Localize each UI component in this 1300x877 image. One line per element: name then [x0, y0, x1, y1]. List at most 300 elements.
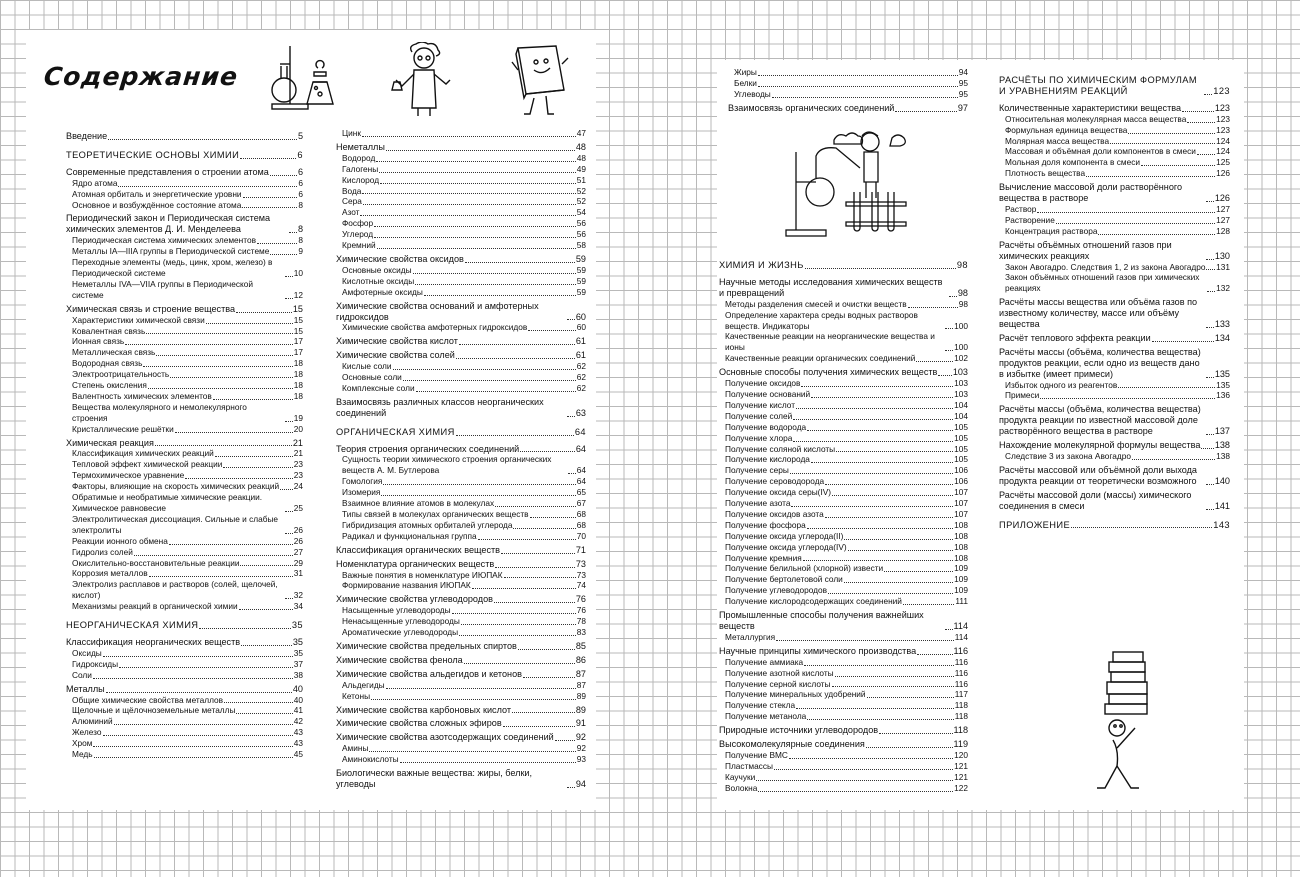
toc-entry-title: Концентрация раствора [1005, 225, 1098, 236]
toc-entry[interactable] [999, 240, 1230, 262]
toc-entry[interactable] [336, 616, 586, 627]
toc-entry[interactable] [336, 570, 586, 581]
toc-entry[interactable] [719, 444, 968, 455]
toc-entry-title: Хром [72, 738, 93, 749]
dot-leader [844, 581, 953, 583]
toc-entry[interactable] [999, 520, 1230, 531]
toc-entry[interactable] [719, 389, 968, 400]
toc-entry[interactable] [999, 440, 1230, 451]
toc-entry-page: 59 [576, 275, 586, 286]
toc-entry[interactable] [66, 738, 303, 749]
toc-entry[interactable] [336, 207, 586, 218]
toc-entry-page: 41 [293, 705, 303, 716]
toc-entry[interactable] [66, 459, 303, 470]
toc-entry[interactable] [719, 596, 968, 607]
dot-leader [1187, 121, 1215, 123]
toc-entry[interactable] [336, 196, 586, 207]
toc-entry-page: 59 [575, 253, 586, 264]
toc-entry-page: 127 [1216, 214, 1230, 225]
toc-entry[interactable] [66, 402, 303, 424]
toc-entry[interactable] [336, 361, 586, 372]
toc-entry[interactable] [728, 89, 968, 100]
toc-entry-page: 48 [575, 141, 586, 152]
dot-leader [156, 354, 292, 356]
toc-entry-page: 104 [954, 399, 968, 410]
toc-entry[interactable] [719, 711, 968, 722]
dot-leader [478, 538, 576, 540]
toc-entry[interactable] [719, 422, 968, 433]
dot-leader [371, 698, 576, 700]
dot-leader [103, 655, 293, 657]
toc-entry[interactable] [719, 367, 968, 378]
dot-leader [224, 701, 293, 703]
toc-entry[interactable] [66, 438, 303, 449]
toc-entry[interactable] [66, 279, 303, 301]
toc-entry-page: 135 [1216, 379, 1230, 390]
toc-entry[interactable] [66, 189, 303, 200]
toc-entry-page: 138 [1214, 440, 1230, 451]
toc-entry[interactable] [336, 336, 586, 347]
toc-entry[interactable] [719, 574, 968, 585]
toc-entry[interactable] [336, 655, 586, 666]
toc-entry-title: Гидроксиды [72, 658, 119, 669]
toc-entry[interactable] [336, 768, 586, 790]
toc-entry[interactable] [66, 167, 303, 178]
toc-entry-page: 95 [958, 77, 968, 88]
toc-entry-title: Металлы [66, 683, 105, 694]
toc-entry[interactable] [719, 310, 968, 332]
dot-leader [185, 477, 293, 479]
toc-entry[interactable] [66, 684, 303, 695]
dot-leader [523, 676, 575, 678]
toc-entry[interactable] [719, 563, 968, 574]
toc-entry[interactable] [66, 304, 303, 315]
toc-entry[interactable] [66, 727, 303, 738]
toc-entry-title: Металлическая связь [72, 347, 156, 358]
toc-entry[interactable] [336, 732, 586, 743]
toc-entry[interactable] [336, 287, 586, 298]
toc-entry[interactable] [336, 454, 586, 476]
toc-entry[interactable] [66, 213, 303, 235]
toc-entry[interactable] [719, 476, 968, 487]
toc-entry[interactable] [66, 637, 303, 648]
toc-entry-title: Кислые соли [342, 361, 392, 372]
toc-entry-title: Насыщенные углеводороды [342, 605, 451, 616]
toc-entry-title: Обратимые и необратимые химические реакции. Химическое равновесие [72, 492, 263, 513]
toc-entry[interactable] [999, 103, 1230, 114]
dot-leader [93, 677, 293, 679]
toc-entry-title: Галогены [342, 163, 379, 174]
toc-entry-title: Относительная молекулярная масса вещества [1005, 113, 1187, 124]
toc-entry[interactable] [66, 178, 303, 189]
toc-entry-page: 109 [954, 585, 968, 596]
dot-leader [362, 135, 576, 137]
toc-entry[interactable] [66, 558, 303, 569]
toc-entry[interactable] [336, 372, 586, 383]
toc-entry[interactable] [999, 146, 1230, 157]
toc-entry-page: 105 [954, 443, 968, 454]
toc-entry[interactable] [728, 67, 968, 78]
dot-leader [501, 552, 575, 554]
dot-leader [376, 160, 575, 162]
toc-entry[interactable] [66, 336, 303, 347]
toc-entry[interactable] [999, 297, 1230, 330]
toc-entry-page: 131 [1216, 261, 1230, 272]
toc-column-3 [719, 252, 968, 794]
toc-entry[interactable] [999, 215, 1230, 226]
toc-entry-title: Количественные характеристики вещества [999, 102, 1182, 113]
toc-entry[interactable] [719, 411, 968, 422]
toc-entry[interactable] [719, 739, 968, 750]
toc-entry[interactable] [719, 783, 968, 794]
toc-entry[interactable] [999, 182, 1230, 204]
toc-entry[interactable] [336, 142, 586, 153]
toc-entry-page: 121 [954, 771, 968, 782]
toc-entry[interactable] [336, 580, 586, 591]
toc-entry[interactable] [719, 400, 968, 411]
toc-entry[interactable] [336, 669, 586, 680]
toc-entry-page: 137 [1214, 426, 1230, 437]
toc-entry[interactable] [336, 186, 586, 197]
toc-entry[interactable] [66, 246, 303, 257]
toc-entry-title: Белки [734, 77, 757, 88]
toc-entry-title: Периодический закон и Периодическая система химических элементов Д. И. Менделеева [66, 213, 271, 235]
toc-entry[interactable] [66, 659, 303, 670]
dot-leader [567, 415, 575, 417]
toc-entry[interactable] [336, 691, 586, 702]
toc-entry[interactable] [336, 128, 586, 139]
toc-entry[interactable] [719, 487, 968, 498]
toc-entry[interactable] [336, 153, 586, 164]
toc-entry[interactable] [719, 646, 968, 657]
dot-leader [155, 444, 292, 446]
toc-entry[interactable] [336, 680, 586, 691]
toc-entry[interactable] [719, 509, 968, 520]
toc-entry[interactable] [66, 536, 303, 547]
toc-entry[interactable] [66, 705, 303, 716]
toc-column-4 [999, 67, 1230, 536]
toc-entry-page: 98 [956, 260, 968, 270]
toc-entry[interactable] [719, 689, 968, 700]
toc-entry[interactable] [336, 559, 586, 570]
toc-entry[interactable] [719, 585, 968, 596]
toc-entry[interactable] [66, 131, 303, 142]
toc-entry[interactable] [719, 668, 968, 679]
toc-entry[interactable] [999, 125, 1230, 136]
dot-leader [848, 549, 954, 551]
toc-entry-page: 56 [576, 229, 586, 240]
dot-leader [1128, 132, 1215, 134]
dot-leader [143, 365, 292, 367]
toc-entry-page: 73 [576, 569, 586, 580]
toc-entry[interactable] [999, 204, 1230, 215]
toc-entry[interactable] [336, 509, 586, 520]
toc-entry[interactable] [336, 383, 586, 394]
toc-entry-title: Кристаллические решётки [72, 423, 174, 434]
toc-entry[interactable] [66, 481, 303, 492]
toc-entry[interactable] [999, 157, 1230, 168]
toc-entry[interactable] [336, 605, 586, 616]
toc-entry-title: Аминокислоты [342, 754, 399, 765]
toc-entry[interactable] [336, 487, 586, 498]
toc-entry[interactable] [999, 168, 1230, 179]
toc-entry[interactable] [66, 380, 303, 391]
toc-entry[interactable] [66, 200, 303, 211]
toc-entry[interactable] [999, 226, 1230, 237]
toc-entry-page: 38 [293, 669, 303, 680]
toc-entry-title: Избыток одного из реагентов [1005, 379, 1118, 390]
dot-leader [134, 554, 293, 556]
toc-entry-title: Кислород [342, 174, 380, 185]
dot-leader [374, 236, 576, 238]
toc-entry[interactable] [336, 240, 586, 251]
toc-entry[interactable] [719, 378, 968, 389]
toc-entry[interactable] [66, 579, 303, 601]
toc-entry[interactable] [336, 164, 586, 175]
dot-leader [945, 327, 953, 329]
toc-entry-page: 61 [575, 336, 586, 347]
dot-leader [1207, 290, 1215, 292]
toc-entry[interactable] [719, 725, 968, 736]
dot-leader [520, 450, 575, 452]
dot-leader [1206, 258, 1214, 260]
toc-entry[interactable] [66, 514, 303, 536]
toc-entry[interactable] [999, 404, 1230, 437]
toc-entry-page: 141 [1214, 500, 1230, 511]
toc-entry[interactable] [719, 657, 968, 668]
toc-entry-page: 123 [1214, 102, 1230, 113]
toc-entry[interactable] [66, 369, 303, 380]
toc-entry-page: 64 [574, 426, 586, 437]
toc-entry[interactable] [999, 390, 1230, 401]
toc-entry-title: Алюминий [72, 716, 113, 727]
dot-leader [758, 790, 953, 792]
dot-leader [369, 750, 575, 752]
toc-entry[interactable] [728, 78, 968, 89]
toc-entry-title: Гибридизация атомных орбиталей углерода [342, 519, 513, 530]
toc-entry[interactable] [66, 568, 303, 579]
toc-entry[interactable] [336, 397, 586, 419]
toc-entry-title: Электролитическая диссоциация. Сильные и слабые электролиты [72, 513, 279, 535]
toc-entry[interactable] [719, 553, 968, 564]
toc-entry-title: Альдегиды [342, 679, 385, 690]
toc-entry[interactable] [66, 235, 303, 246]
toc-entry[interactable] [719, 331, 968, 353]
toc-entry[interactable] [999, 465, 1230, 487]
toc-entry[interactable] [336, 276, 586, 287]
toc-entry-page: 62 [576, 361, 586, 372]
toc-entry[interactable] [66, 695, 303, 706]
toc-entry[interactable] [999, 380, 1230, 391]
toc-entry[interactable] [336, 545, 586, 556]
toc-entry[interactable] [66, 716, 303, 727]
toc-entry-title: Ионная связь [72, 336, 125, 347]
toc-entry[interactable] [719, 610, 968, 632]
toc-entry[interactable] [66, 315, 303, 326]
toc-entry-title: Амфотерные оксиды [342, 286, 423, 297]
toc-entry-title: Расчёт теплового эффекта реакции [999, 332, 1151, 343]
dot-leader [1206, 200, 1214, 202]
dot-leader [758, 85, 958, 87]
toc-entry[interactable] [66, 391, 303, 402]
toc-entry[interactable] [999, 490, 1230, 512]
toc-entry[interactable] [719, 353, 968, 364]
toc-entry[interactable] [66, 150, 303, 161]
toc-entry-page: 29 [293, 557, 303, 568]
toc-entry-title: Нахождение молекулярной формулы вещества [999, 440, 1201, 451]
toc-entry-page: 48 [576, 152, 586, 163]
toc-entry-page: 122 [954, 782, 968, 793]
toc-entry[interactable] [719, 531, 968, 542]
toc-entry-page: 117 [954, 689, 968, 700]
toc-entry[interactable] [719, 465, 968, 476]
toc-entry-page: 18 [293, 358, 303, 369]
toc-entry[interactable] [336, 350, 586, 361]
toc-entry-title: Химические свойства солей [336, 350, 455, 361]
toc-entry-title: Классификация химических реакций [72, 448, 214, 459]
toc-entry-title: Сущность теории химического строения органических веществ А. М. Бутлерова [342, 454, 552, 476]
toc-entry[interactable] [719, 772, 968, 783]
toc-entry-page: 56 [576, 218, 586, 229]
toc-entry[interactable] [66, 601, 303, 612]
toc-entry-page: 19 [293, 412, 303, 423]
toc-entry[interactable] [336, 627, 586, 638]
toc-entry-page: 18 [293, 369, 303, 380]
toc-entry[interactable] [336, 476, 586, 487]
toc-entry[interactable] [336, 322, 586, 333]
toc-entry[interactable] [66, 424, 303, 435]
dot-leader [360, 214, 575, 216]
toc-entry[interactable] [336, 531, 586, 542]
toc-entry[interactable] [719, 277, 968, 299]
toc-entry[interactable] [66, 257, 303, 279]
toc-entry-title: Природные источники углеводородов [719, 725, 879, 736]
toc-entry-title: Электроотрицательность [72, 369, 170, 380]
toc-entry[interactable] [719, 700, 968, 711]
toc-entry-page: 102 [954, 353, 968, 364]
toc-entry-title: Научные методы исследования химических веществ и превращений [719, 276, 943, 298]
toc-entry[interactable] [336, 218, 586, 229]
toc-entry[interactable] [66, 448, 303, 459]
toc-entry[interactable] [719, 260, 968, 271]
toc-entry[interactable] [336, 175, 586, 186]
toc-entry-page: 64 [575, 443, 586, 454]
toc-entry-page: 73 [575, 558, 586, 569]
toc-entry[interactable] [336, 520, 586, 531]
toc-entry-title: Классификация органических веществ [336, 544, 501, 555]
toc-entry[interactable] [719, 761, 968, 772]
dot-leader [1204, 93, 1212, 95]
toc-entry-title: Теория строения органических соединений [336, 443, 520, 454]
toc-entry[interactable] [66, 620, 303, 631]
toc-entry[interactable] [336, 427, 586, 438]
toc-entry[interactable] [66, 670, 303, 681]
toc-entry[interactable] [719, 679, 968, 690]
toc-entry[interactable] [336, 641, 586, 652]
toc-entry[interactable] [719, 542, 968, 553]
toc-entry[interactable] [66, 749, 303, 760]
dot-leader [1201, 447, 1213, 449]
dot-leader [169, 543, 293, 545]
toc-entry[interactable] [999, 451, 1230, 462]
toc-entry[interactable] [336, 594, 586, 605]
toc-entry-page: 42 [293, 716, 303, 727]
toc-entry[interactable] [719, 498, 968, 509]
toc-entry[interactable] [66, 547, 303, 558]
toc-entry[interactable] [719, 299, 968, 310]
toc-entry[interactable] [999, 75, 1230, 97]
page-title: Содержание [42, 62, 240, 91]
toc-entry[interactable] [719, 520, 968, 531]
toc-entry[interactable] [336, 743, 586, 754]
toc-entry-page: 64 [576, 476, 586, 487]
dot-leader [832, 685, 954, 687]
toc-entry[interactable] [719, 632, 968, 643]
toc-entry[interactable] [999, 114, 1230, 125]
toc-entry-page: 43 [293, 738, 303, 749]
toc-entry-page: 15 [292, 303, 303, 314]
dot-leader [1206, 483, 1214, 485]
toc-entry[interactable] [336, 301, 586, 323]
toc-entry-title: Получение белильной (хлорной) извести [725, 563, 884, 574]
dot-leader [413, 272, 576, 274]
toc-entry[interactable] [719, 750, 968, 761]
toc-entry[interactable] [336, 718, 586, 729]
toc-entry[interactable] [66, 648, 303, 659]
toc-entry-page: 123 [1216, 124, 1230, 135]
toc-entry[interactable] [336, 265, 586, 276]
toc-entry[interactable] [999, 272, 1230, 294]
toc-entry-page: 97 [957, 102, 968, 113]
toc-entry[interactable] [999, 262, 1230, 273]
toc-entry[interactable] [336, 705, 586, 716]
toc-entry[interactable] [728, 103, 968, 114]
toc-entry[interactable] [336, 254, 586, 265]
dot-leader [518, 648, 575, 650]
toc-entry-title: Кетоны [342, 690, 371, 701]
dot-leader [380, 182, 576, 184]
toc-entry-page: 68 [576, 519, 586, 530]
toc-entry[interactable] [66, 492, 303, 514]
toc-entry-title: Получение кислот [725, 399, 796, 410]
toc-entry-page: 52 [576, 196, 586, 207]
dot-leader [241, 644, 292, 646]
toc-entry[interactable] [999, 136, 1230, 147]
toc-entry-page: 103 [952, 367, 968, 378]
toc-entry[interactable] [66, 347, 303, 358]
toc-entry-page: 127 [1216, 203, 1230, 214]
toc-entry[interactable] [336, 229, 586, 240]
toc-entry[interactable] [66, 326, 303, 337]
toc-entry-page: 71 [575, 544, 586, 555]
toc-entry-page: 37 [293, 658, 303, 669]
toc-entry[interactable] [336, 444, 586, 455]
toc-entry[interactable] [999, 347, 1230, 380]
toc-entry-page: 47 [576, 128, 586, 138]
toc-entry[interactable] [66, 470, 303, 481]
toc-entry[interactable] [719, 454, 968, 465]
toc-entry[interactable] [719, 433, 968, 444]
toc-entry[interactable] [66, 358, 303, 369]
toc-entry[interactable] [999, 333, 1230, 344]
toc-entry-title: Гидролиз солей [72, 546, 133, 557]
toc-entry-title: Важные понятия в номенклатуре ИЮПАК [342, 569, 503, 580]
book-stack-figure-illustration [1095, 650, 1175, 800]
dot-leader [285, 510, 293, 512]
toc-entry[interactable] [336, 498, 586, 509]
toc-entry[interactable] [336, 754, 586, 765]
toc-entry-page: 119 [953, 739, 968, 750]
